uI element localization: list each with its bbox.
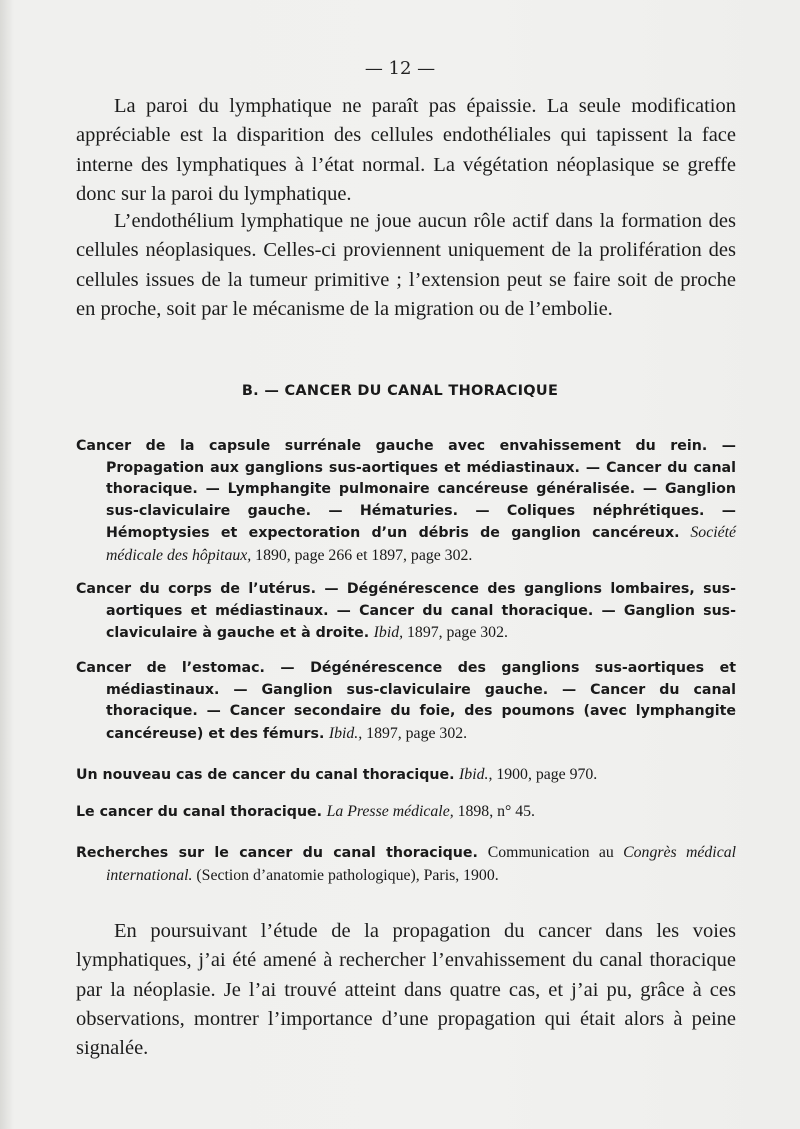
paragraph-thoracic-duct-study: En poursuivant l’étude de la propagation du cancer dans les voies lymphatiques, j’ai été amené à rechercher l’envahissement du canal thoracique par la néoplasie. Je l’ai trouvé atteint dans quatre cas, et j’ai pu, grâce à ces observations, montrer l’importance d’une propagation qui était alors à peine signalée.: [76, 920, 736, 1060]
page-number: — 12 —: [364, 58, 436, 79]
reference-source-details: 1898, n° 45.: [453, 803, 536, 820]
reference-source: [329, 725, 467, 742]
reference-item: [76, 658, 736, 745]
reference-item: [76, 579, 736, 645]
paragraph-lymphatic-endothelium: L’endothélium lymphatique ne joue aucun rôle actif dans la formation des cellules néoplasiques. Celles-ci proviennent uniquement de la prolifération des cellules issues de la tumeur primitive ; l’extension peut se faire soit de proche en proche, soit par le mécanisme de la migration ou de l’embolie.: [76, 210, 736, 320]
reference-source-details: 1897, page 302.: [403, 624, 508, 642]
reference-source-prefix: Communication au: [487, 844, 624, 861]
reference-title: Un nouveau cas de cancer du canal thoracique.: [76, 767, 455, 783]
paragraph-lymphatic-wall: La paroi du lymphatique ne paraît pas épaissie. La seule modification appréciable est la disparition des cellules endothéliales qui tapissent la face interne des lymphatiques à l’état normal. La végétation néoplasique se greffe donc sur la paroi du lymphatique.: [76, 95, 736, 205]
reference-source: [327, 803, 535, 820]
reference-source-details: 1900, page 970.: [492, 766, 598, 783]
reference-title: Cancer du corps de l’utérus. — Dégénérescence des ganglions lombaires, sus-aortiques et médiastinaux. — Cancer du canal thoracique. — Ganglion sus-claviculaire à gauche et à droite.: [76, 581, 736, 642]
reference-source-italic: Société médicale des hôpitaux,: [106, 524, 736, 564]
reference-title: Le cancer du canal thoracique.: [76, 804, 323, 820]
section-heading: B. — CANCER DU CANAL THORACIQUE: [241, 383, 559, 399]
reference-source: [374, 624, 508, 641]
reference-title: Cancer de la capsule surrénale gauche avec envahissement du rein. — Propagation aux ganglions sus-aortiques et médiastinaux. — Cancer du canal thoracique. — Lymphangite pulmonaire cancéreuse généralisée. — Ganglion sus-claviculaire gauche. — Hématuries. — Coliques néphrétiques. — Hémoptysies et expectoration d’un débris de ganglion cancéreux.: [76, 438, 736, 542]
reference-source-italic: Ibid.,: [328, 724, 363, 742]
reference-item: [76, 842, 736, 887]
reference-source-details: (Section d’anatomie pathologique), Paris, 1900.: [192, 866, 499, 884]
reference-source-details: 1890, page 266 et 1897, page 302.: [251, 546, 473, 564]
reference-title: Cancer de l’estomac. — Dégénérescence des ganglions sus-aortiques et médiastinaux. — Ganglion sus-claviculaire gauche. — Cancer du canal thoracique. — Cancer secondaire du foie, des poumons (avec lymphangite cancéreuse) et des fémurs.: [76, 660, 736, 742]
reference-item: [76, 764, 736, 787]
reference-title: Recherches sur le cancer du canal thoracique.: [76, 845, 478, 861]
reference-source-italic: Ibid,: [373, 624, 404, 642]
reference-item: [76, 801, 736, 824]
reference-source-italic: Ibid.,: [459, 766, 493, 783]
reference-source-italic: Congrès médical international.: [106, 844, 736, 884]
reference-source: [459, 766, 597, 783]
reference-source-italic: La Presse médicale,: [326, 803, 454, 820]
reference-item: [76, 436, 736, 568]
reference-source-details: 1897, page 302.: [362, 724, 468, 742]
